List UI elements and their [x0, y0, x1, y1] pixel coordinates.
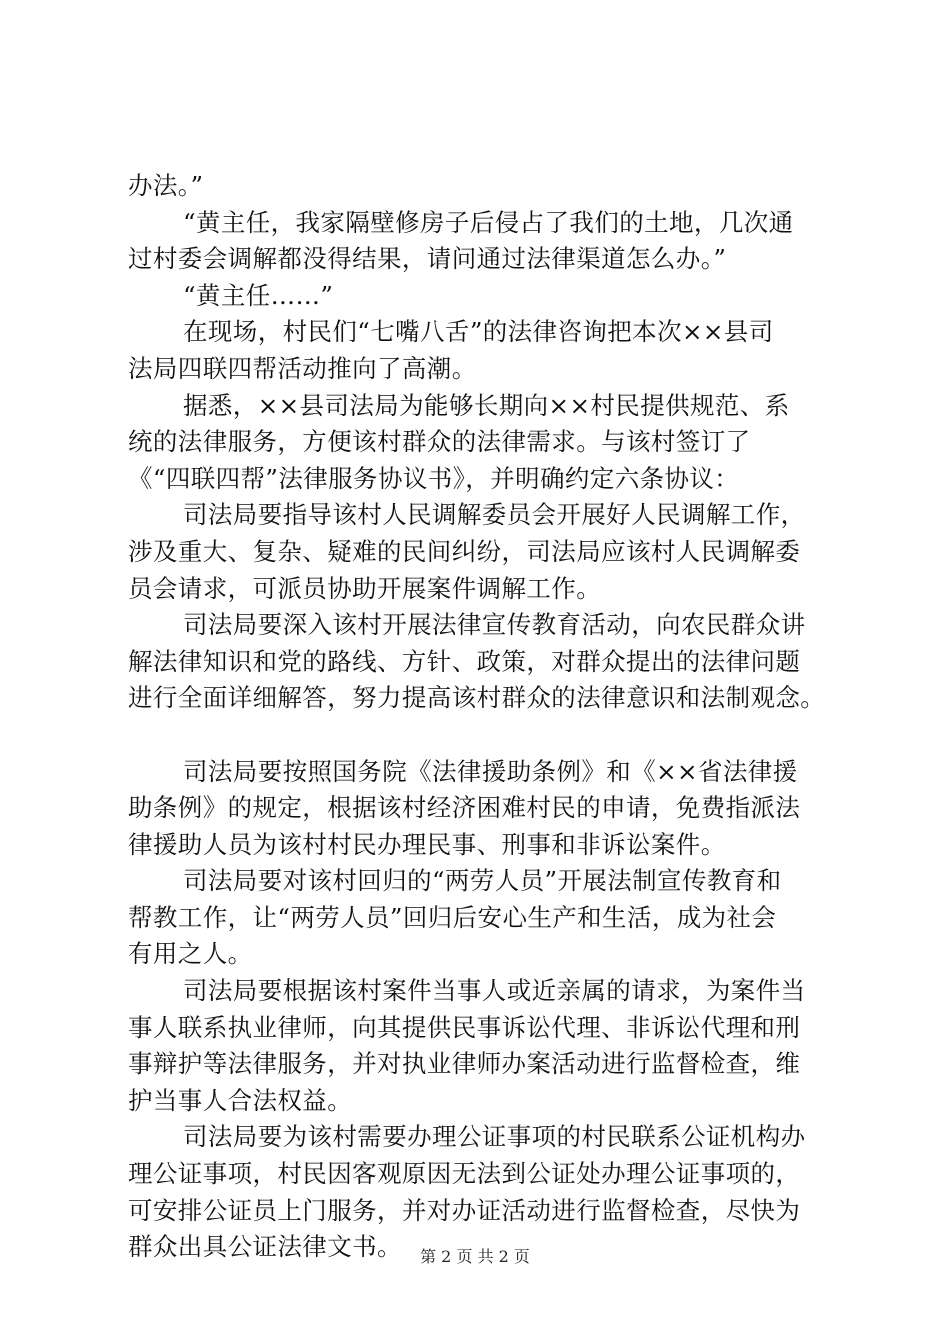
text-line: 事人联系执业律师，向其提供民事诉讼代理、非诉讼代理和刑 [128, 1012, 801, 1042]
text-line: 有用之人。 [128, 939, 253, 969]
text-line: 助条例》的规定，根据该村经济困难村民的申请，免费指派法 [128, 793, 801, 823]
text-line: 可安排公证员上门服务，并对办证活动进行监督检查，尽快为 [128, 1195, 801, 1225]
document-body [128, 168, 868, 1266]
text-line: 司法局要为该村需要办理公证事项的村民联系公证机构办 [183, 1122, 806, 1152]
text-line: 司法局要指导该村人民调解委员会开展好人民调解工作， [183, 500, 806, 530]
text-line: 统的法律服务，方便该村群众的法律需求。与该村签订了 [128, 427, 751, 457]
text-line: 司法局要根据该村案件当事人或近亲属的请求，为案件当 [183, 976, 806, 1006]
text-line: 进行全面详细解答，努力提高该村群众的法律意识和法制观念。 [128, 683, 826, 713]
page-footer: 第 2 页 共 2 页 [420, 1247, 530, 1266]
text-line: 帮教工作，让“两劳人员”回归后安心生产和生活，成为社会 [128, 902, 777, 932]
text-line: 在现场，村民们“七嘴八舌”的法律咨询把本次××县司 [183, 317, 774, 347]
text-line: 司法局要深入该村开展法律宣传教育活动，向农民群众讲 [183, 610, 806, 640]
text-line: 《“四联四帮”法律服务协议书》，并明确约定六条协议： [128, 463, 740, 493]
text-line: 解法律知识和党的路线、方针、政策，对群众提出的法律问题 [128, 646, 801, 676]
text-line: 涉及重大、复杂、疑难的民间纠纷，司法局应该村人民调解委 [128, 536, 801, 566]
text-line: 理公证事项，村民因客观原因无法到公证处办理公证事项的， [128, 1159, 801, 1189]
text-line: “黄主任……” [183, 280, 334, 310]
text-line: “黄主任，我家隔壁修房子后侵占了我们的土地，几次通 [183, 207, 794, 237]
blank-line [128, 717, 868, 754]
text-line: 过村委会调解都没得结果，请问通过法律渠道怎么办。” [128, 244, 727, 274]
text-line: 司法局要对该村回归的“两劳人员”开展法制宣传教育和 [183, 866, 782, 896]
text-line: 据悉，××县司法局为能够长期向××村民提供规范、系 [183, 390, 790, 420]
text-line: 员会请求，可派员协助开展案件调解工作。 [128, 573, 602, 603]
text-line: 法局四联四帮活动推向了高潮。 [128, 353, 477, 383]
text-line: 事辩护等法律服务，并对执业律师办案活动进行监督检查，维 [128, 1049, 801, 1079]
text-line: 群众出具公证法律文书。 [128, 1232, 402, 1262]
text-line: 司法局要按照国务院《法律援助条例》和《××省法律援 [183, 756, 798, 786]
text-line: 办法。” [128, 171, 204, 200]
text-line: 律援助人员为该村村民办理民事、刑事和非诉讼案件。 [128, 829, 726, 859]
text-line: 护当事人合法权益。 [128, 1085, 353, 1115]
